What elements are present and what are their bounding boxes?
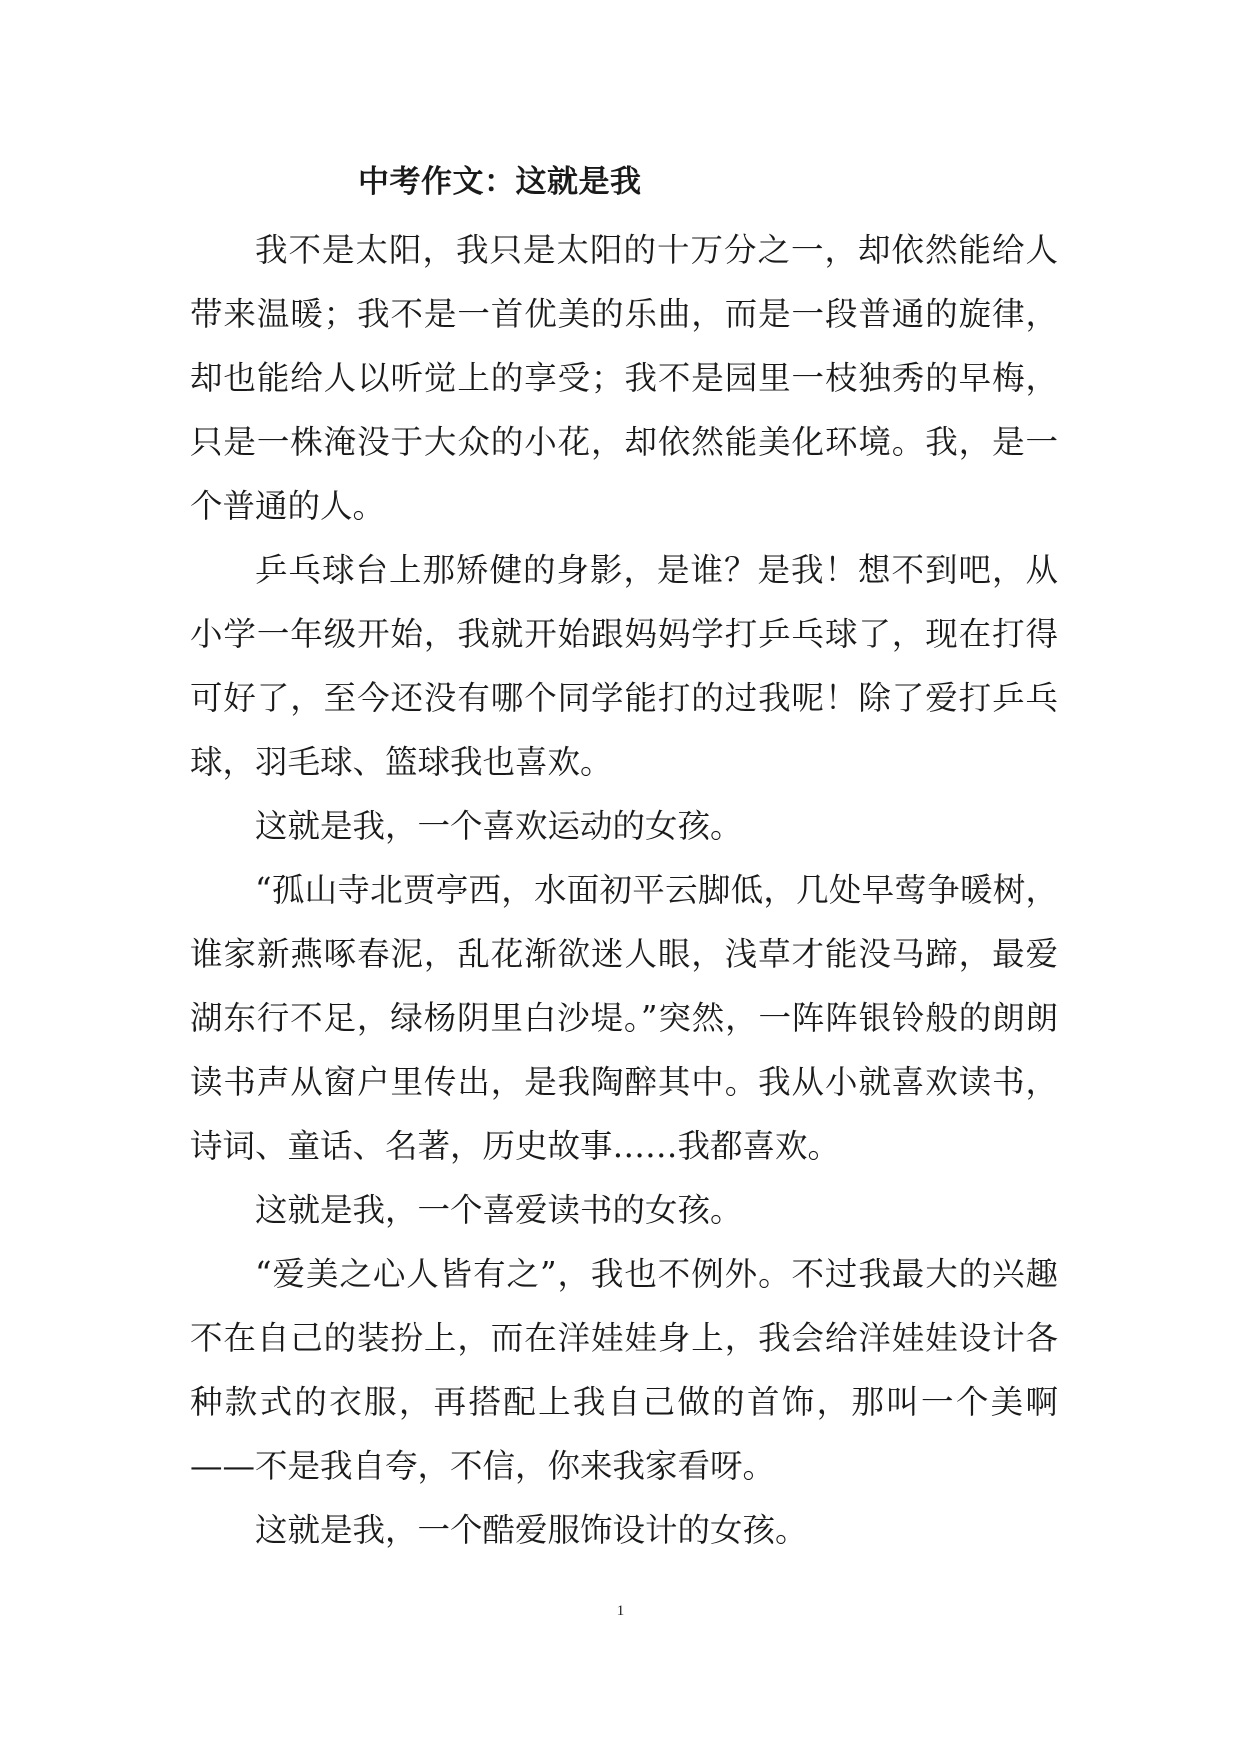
paragraph-fashion-summary: 这就是我，一个酷爱服饰设计的女孩。 bbox=[255, 1511, 808, 1549]
paragraph-sport-summary: 这就是我，一个喜欢运动的女孩。 bbox=[255, 807, 743, 845]
essay-title: 中考作文：这就是我 bbox=[358, 164, 642, 200]
paragraph-fashion: “爱美之心人皆有之”，我也不例外。不过我最大的兴趣不在自己的装扮上，而在洋娃娃身上，我会给洋娃娃设计各种款式的衣服，再搭配上我自己做的首饰，那叫一个美啊——不是我自夸，不信，你来我家看呀。 bbox=[190, 1255, 1058, 1485]
page-number: 1 bbox=[616, 1603, 625, 1619]
paragraph-intro: 我不是太阳，我只是太阳的十万分之一，却依然能给人带来温暖；我不是一首优美的乐曲，而是一段普通的旋律，却也能给人以听觉上的享受；我不是园里一枝独秀的早梅，只是一株淹没于大众的小花，却依然能美化环境。我，是一个普通的人。 bbox=[190, 231, 1058, 525]
paragraph-pingpong: 乒乓球台上那矫健的身影，是谁？是我！想不到吧，从小学一年级开始，我就开始跟妈妈学打乒乓球了，现在打得可好了，至今还没有哪个同学能打的过我呢！除了爱打乒乓球，羽毛球、篮球我也喜欢。 bbox=[190, 551, 1058, 781]
paragraph-poem-reading: “孤山寺北贾亭西，水面初平云脚低，几处早莺争暖树，谁家新燕啄春泥，乱花渐欲迷人眼，浅草才能没马蹄，最爱湖东行不足，绿杨阴里白沙堤。”突然，一阵阵银铃般的朗朗读书声从窗户里传出，是我陶醉其中。我从小就喜欢读书，诗词、童话、名著，历史故事……我都喜欢。 bbox=[190, 871, 1058, 1165]
essay-body bbox=[190, 218, 1058, 1562]
paragraph-reading-summary: 这就是我，一个喜爱读书的女孩。 bbox=[255, 1191, 743, 1229]
